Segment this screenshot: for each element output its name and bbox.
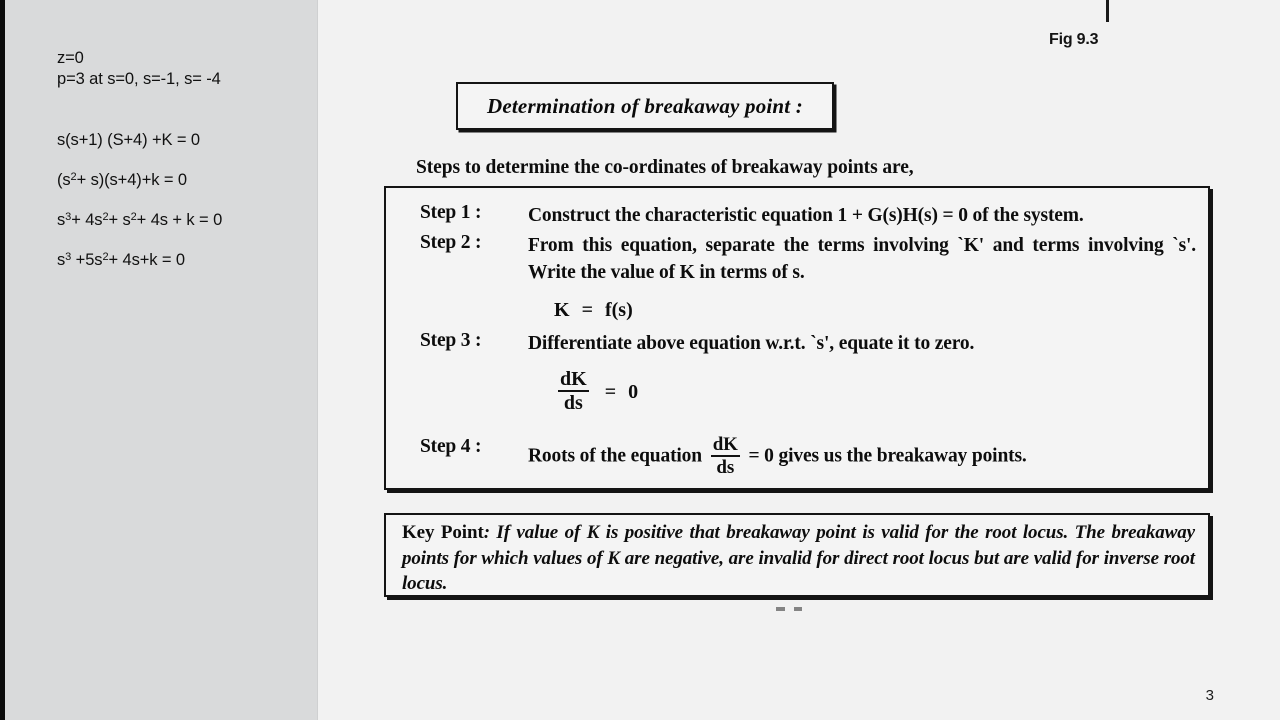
step-text: Differentiate above equation w.r.t. `s', equate it to zero. [528, 333, 975, 354]
key-point-separator: : [483, 522, 497, 543]
step-row [386, 330, 1208, 357]
note-equation-4 [57, 250, 317, 271]
note-eq3-part-b: + 4s [71, 211, 103, 229]
step-label: Step 1 : [420, 202, 482, 223]
key-point-box [384, 513, 1210, 597]
step4-text-before: Roots of the equation [528, 445, 702, 467]
page-number: 3 [1205, 687, 1214, 704]
step-text: Construct the characteristic equation 1 + G(s)H(s) = 0 of the system. [528, 205, 1084, 226]
fraction-dk-ds-inline [711, 435, 740, 477]
equation-dk-operator: = [604, 380, 617, 403]
equation-k-lhs: K [554, 299, 570, 321]
scan-artifact-speck [766, 603, 838, 612]
scanned-page-area [318, 0, 1280, 720]
figure-label: Fig 9.3 [1049, 31, 1099, 48]
note-eq3-exponent-2: 2 [102, 211, 109, 223]
note-eq4-exponent-2: 2 [102, 251, 109, 263]
registration-tick-icon [1106, 0, 1109, 22]
note-eq4-part-b: +5s [71, 251, 103, 269]
note-eq4-part-a: s [57, 251, 66, 269]
note-eq2-part-a: (s [57, 171, 71, 189]
section-title-box [456, 82, 834, 130]
note-line-zeros: z=0 [57, 49, 84, 67]
note-eq4-part-c: + 4s+k = 0 [108, 251, 185, 269]
equation-k-operator: = [581, 299, 593, 321]
step-text: From this equation, separate the terms involving `K' and terms involving `s'. Write the value of K in terms of s. [528, 235, 1196, 283]
step-row [386, 232, 1208, 286]
equation-dk-rhs: 0 [628, 380, 639, 403]
note-eq4-exponent-1: 3 [65, 251, 72, 263]
note-eq3-part-d: + 4s + k = 0 [136, 211, 223, 229]
note-equation-3 [57, 210, 317, 231]
note-eq3-part-a: s [57, 211, 66, 229]
section-title-text: Determination of breakaway point : [487, 93, 803, 118]
fraction-numerator: dK [712, 434, 738, 455]
notes-content [5, 0, 317, 271]
steps-box [384, 186, 1210, 490]
step-label: Step 3 : [420, 330, 482, 351]
step-text [528, 436, 1196, 478]
intro-sentence: Steps to determine the co-ordinates of breakaway points are, [416, 157, 914, 178]
note-eq3-exponent-3: 2 [130, 211, 137, 223]
fraction-denominator: ds [563, 392, 583, 414]
step-label: Step 4 : [420, 436, 482, 457]
step-row [386, 202, 1208, 229]
equation-dk-ds-equals-zero [386, 370, 1208, 414]
key-point-text [402, 520, 1195, 597]
note-equation-1: s(s+1) (S+4) +K = 0 [57, 131, 200, 149]
fraction-denominator: ds [716, 457, 735, 478]
fraction-numerator: dK [560, 368, 587, 390]
note-eq2-part-b: + s)(s+4)+k = 0 [76, 171, 187, 189]
note-eq2-exponent: 2 [70, 171, 77, 183]
key-point-heading: Key Point [402, 522, 484, 543]
note-line-poles: p=3 at s=0, s=-1, s= -4 [57, 70, 221, 88]
equation-k-equals-fs [386, 299, 1208, 322]
step-label: Step 2 : [420, 232, 482, 253]
note-equation-2 [57, 170, 317, 191]
note-eq3-part-c: + s [108, 211, 131, 229]
step-row [386, 436, 1208, 478]
notes-spacer [57, 90, 317, 130]
notes-sidebar-panel [0, 0, 318, 720]
steps-list [386, 188, 1208, 478]
fraction-dk-ds [558, 369, 589, 413]
step4-text-after: = 0 gives us the breakaway points. [748, 445, 1027, 467]
key-point-body: If value of K is positive that breakaway point is valid for the root locus. The breakaway points for which values of K are negative, are invalid for direct root locus but are valid for inverse root locus. [402, 522, 1195, 594]
note-eq3-exponent-1: 3 [65, 211, 72, 223]
equation-k-rhs: f(s) [604, 299, 633, 321]
